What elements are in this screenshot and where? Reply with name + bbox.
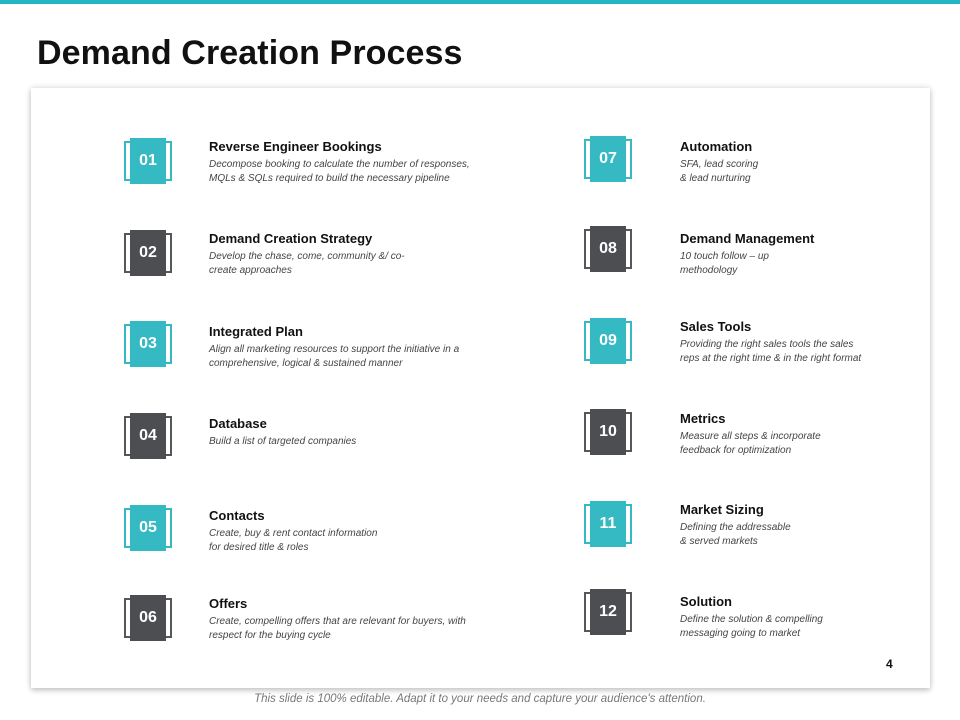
- step-number-badge: 03: [124, 324, 172, 364]
- page-title: Demand Creation Process: [37, 34, 463, 72]
- step-title: Offers: [209, 596, 248, 611]
- step-number-badge: 06: [124, 598, 172, 638]
- step-title: Reverse Engineer Bookings: [209, 139, 382, 154]
- step-item-06: [124, 596, 544, 656]
- step-number-badge: 07: [584, 139, 632, 179]
- step-description: Measure all steps & incorporate feedback for optimization: [680, 431, 821, 456]
- step-title: Integrated Plan: [209, 324, 303, 339]
- step-description: SFA, lead scoring & lead nurturing: [680, 159, 759, 184]
- step-title: Sales Tools: [680, 319, 752, 334]
- step-description: Build a list of targeted companies: [209, 436, 357, 447]
- step-title: Automation: [680, 139, 753, 154]
- step-item-09: [584, 319, 960, 379]
- step-item-01: [124, 139, 544, 199]
- step-title: Contacts: [209, 508, 265, 523]
- step-item-02: [124, 231, 544, 291]
- page-number: 4: [886, 657, 893, 671]
- step-title: Solution: [680, 594, 732, 609]
- step-item-03: [124, 324, 544, 384]
- step-title: Demand Management: [680, 231, 815, 246]
- step-description: Align all marketing resources to support the initiative in a comprehensive, logical & sustained manner: [209, 344, 460, 369]
- step-item-08: [584, 231, 960, 291]
- step-description: Defining the addressable & served markets: [680, 522, 791, 547]
- step-description: Create, buy & rent contact information for desired title & roles: [209, 528, 378, 553]
- step-description: Decompose booking to calculate the number of responses, MQLs & SQLs required to build the necessary pipeline: [209, 159, 470, 184]
- step-description: Create, compelling offers that are relevant for buyers, with respect for the buying cycle: [209, 616, 466, 641]
- step-number-badge: 12: [584, 592, 632, 632]
- step-item-11: [584, 502, 960, 562]
- step-item-12: [584, 594, 960, 654]
- step-number-badge: 05: [124, 508, 172, 548]
- step-item-04: [124, 416, 544, 476]
- step-item-10: [584, 411, 960, 471]
- step-title: Database: [209, 416, 267, 431]
- step-item-05: [124, 508, 544, 568]
- step-number-badge: 02: [124, 233, 172, 273]
- step-item-07: [584, 139, 960, 199]
- step-number-badge: 11: [584, 504, 632, 544]
- step-number-badge: 09: [584, 321, 632, 361]
- step-description: 10 touch follow – up methodology: [680, 251, 769, 276]
- top-accent-bar: [0, 0, 960, 4]
- step-title: Metrics: [680, 411, 726, 426]
- step-number-badge: 08: [584, 229, 632, 269]
- step-number-badge: 01: [124, 141, 172, 181]
- step-title: Market Sizing: [680, 502, 764, 517]
- step-description: Develop the chase, come, community &/ co- create approaches: [209, 251, 405, 276]
- step-number-badge: 04: [124, 416, 172, 456]
- footer-note: This slide is 100% editable. Adapt it to your needs and capture your audience's attention.: [254, 693, 706, 705]
- step-number-badge: 10: [584, 412, 632, 452]
- step-description: Define the solution & compelling messaging going to market: [680, 614, 823, 639]
- step-title: Demand Creation Strategy: [209, 231, 373, 246]
- step-description: Providing the right sales tools the sales reps at the right time & in the right format: [680, 339, 862, 364]
